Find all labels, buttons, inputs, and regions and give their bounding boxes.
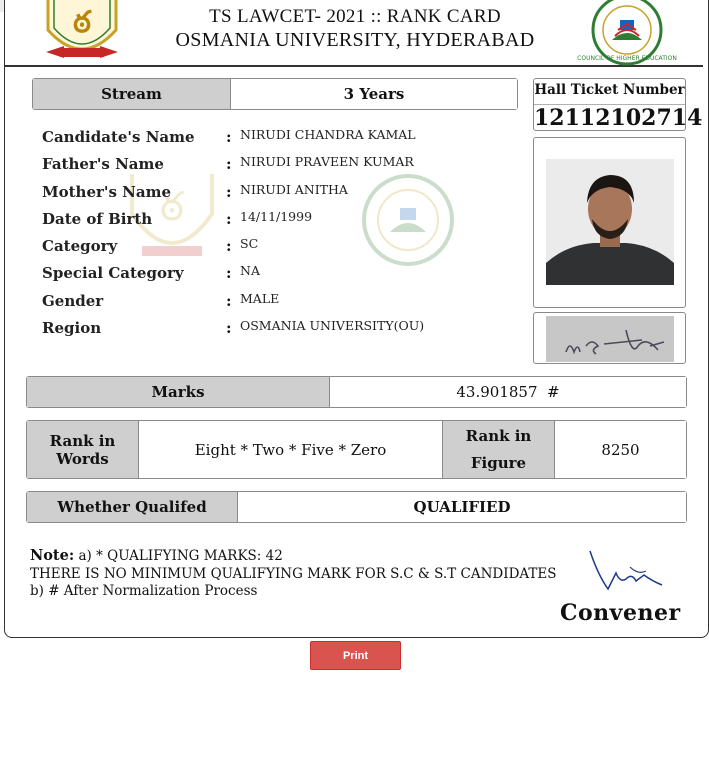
detail-colon: : bbox=[226, 182, 232, 201]
osmania-university-logo-icon bbox=[42, 0, 122, 60]
rank-words-label: Rank in Words bbox=[27, 421, 139, 478]
detail-value: MALE bbox=[240, 290, 280, 306]
photo-frame bbox=[533, 137, 686, 308]
detail-value: NIRUDI ANITHA bbox=[240, 181, 348, 197]
detail-label: Candidate's Name bbox=[42, 128, 195, 146]
marks-value: 43.901857 # bbox=[330, 377, 686, 407]
detail-label: Region bbox=[42, 319, 102, 338]
hall-ticket-box bbox=[533, 78, 703, 131]
note-line3: b) # After Normalization Process bbox=[30, 583, 258, 599]
detail-row bbox=[42, 179, 512, 206]
detail-label: Mother's Name bbox=[42, 182, 171, 201]
detail-label: Special Category bbox=[42, 264, 184, 283]
detail-value: NIRUDI CHANDRA KAMAL bbox=[240, 127, 416, 142]
detail-colon: : bbox=[226, 319, 232, 338]
detail-row bbox=[42, 288, 512, 315]
detail-colon: : bbox=[226, 237, 232, 256]
marks-label: Marks bbox=[27, 377, 330, 407]
rank-row bbox=[26, 420, 687, 479]
marks-row bbox=[26, 376, 687, 408]
page-title: TS LAWCET- 2021 :: RANK CARD bbox=[209, 6, 501, 27]
print-button[interactable]: Print bbox=[310, 641, 401, 670]
detail-value: 14/11/1999 bbox=[240, 208, 313, 224]
detail-label: Date of Birth bbox=[42, 209, 153, 228]
note-line1 bbox=[30, 547, 557, 566]
detail-label: Father's Name bbox=[42, 155, 164, 174]
qualifying-note bbox=[30, 547, 557, 601]
hall-ticket-label: Hall Ticket Number bbox=[534, 82, 685, 98]
candidate-details bbox=[42, 124, 512, 342]
detail-colon: : bbox=[226, 155, 232, 174]
detail-value: NA bbox=[240, 263, 260, 279]
detail-row bbox=[42, 151, 512, 178]
candidate-photo bbox=[546, 159, 674, 285]
stream-value: 3 Years bbox=[231, 79, 517, 109]
signature-frame bbox=[533, 312, 686, 364]
detail-colon: : bbox=[226, 264, 232, 283]
detail-value: NIRUDI PRAVEEN KUMAR bbox=[240, 154, 414, 170]
convener-signature bbox=[586, 545, 666, 597]
svg-text:ఠ: ఠ bbox=[160, 184, 184, 230]
detail-colon: : bbox=[226, 128, 232, 146]
detail-row bbox=[42, 315, 512, 342]
detail-colon: : bbox=[226, 209, 232, 228]
svg-text:COUNCIL OF HIGHER EDUCATION: COUNCIL OF HIGHER EDUCATION bbox=[577, 55, 677, 62]
detail-row bbox=[42, 233, 512, 260]
detail-label: Category bbox=[42, 237, 118, 256]
rank-figure-value: 8250 bbox=[555, 421, 686, 478]
detail-value: OSMANIA UNIVERSITY(OU) bbox=[240, 318, 425, 334]
hall-ticket-number: 12112102714 bbox=[534, 105, 703, 131]
detail-colon: : bbox=[226, 291, 232, 310]
detail-value: SC bbox=[240, 236, 259, 252]
qualified-label: Whether Qualifed bbox=[27, 492, 238, 522]
rank-words-value: Eight * Two * Five * Zero bbox=[139, 421, 443, 478]
qualified-value: QUALIFIED bbox=[238, 492, 686, 522]
qualified-row bbox=[26, 491, 687, 523]
rank-figure-label-line2: Figure bbox=[470, 453, 527, 472]
page-subtitle: OSMANIA UNIVERSITY, HYDERABAD bbox=[175, 29, 535, 51]
detail-row bbox=[42, 206, 512, 233]
rank-figure-label bbox=[443, 421, 555, 478]
convener-label: Convener bbox=[560, 600, 681, 626]
stream-label: Stream bbox=[33, 79, 231, 109]
detail-label: Gender bbox=[42, 291, 104, 310]
candidate-signature bbox=[546, 316, 674, 362]
detail-row bbox=[42, 124, 512, 151]
note-prefix: Note: bbox=[30, 547, 75, 564]
tsche-logo-icon bbox=[577, 0, 677, 66]
note-line2: THERE IS NO MINIMUM QUALIFYING MARK FOR S.C & S.T CANDIDATES bbox=[30, 565, 557, 582]
rank-figure-label-line1: Rank in bbox=[465, 426, 532, 445]
stream-row bbox=[32, 78, 518, 110]
note-line1-text: a) * QUALIFYING MARKS: 42 bbox=[74, 548, 283, 564]
svg-text:ఠ: ఠ bbox=[73, 5, 91, 40]
detail-row bbox=[42, 260, 512, 287]
